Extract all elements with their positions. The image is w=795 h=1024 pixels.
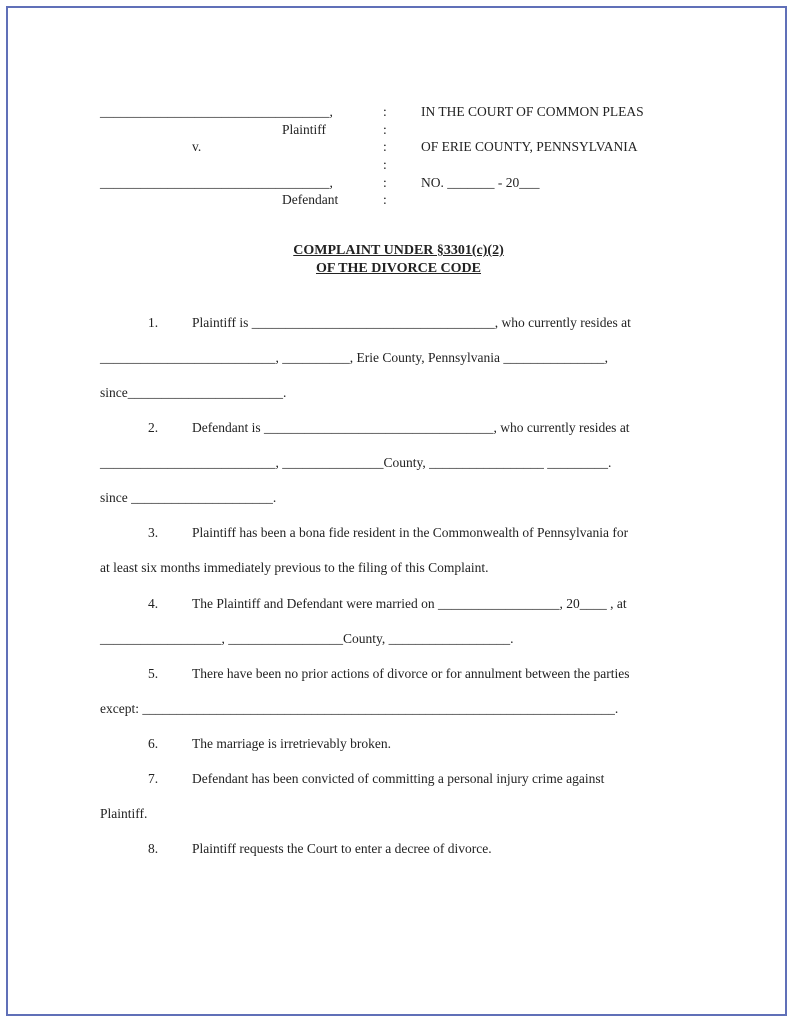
paragraph-text: Plaintiff has been a bona fide resident in the Commonwealth of Pennsylvania for xyxy=(192,525,629,540)
paragraph-number: 1. xyxy=(148,315,159,330)
paragraph-text: __________________________, __________, Erie County, Pennsylvania _______________, xyxy=(100,350,608,365)
paragraph-text: There have been no prior actions of divorce or for annulment between the parties xyxy=(192,666,630,681)
paragraph-text: Plaintiff. xyxy=(100,806,148,821)
paragraph-text: __________________, _________________County, __________________. xyxy=(100,631,514,646)
paragraph-number: 6. xyxy=(148,736,159,751)
paragraph-number: 2. xyxy=(148,420,159,435)
case-number: NO. _______ - 20___ xyxy=(421,175,540,190)
caption-colon: : xyxy=(383,175,387,190)
paragraph-text: Plaintiff is ____________________________________, who currently resides at xyxy=(192,315,631,330)
document-title-line2: OF THE DIVORCE CODE xyxy=(315,261,482,276)
paragraph-number: 7. xyxy=(148,771,159,786)
paragraph-number: 5. xyxy=(148,666,159,681)
paragraph-text: at least six months immediately previous to the filing of this Complaint. xyxy=(100,560,489,575)
paragraph-number: 8. xyxy=(148,841,159,856)
paragraph-text: __________________________, _______________County, _________________ _________. xyxy=(100,455,612,470)
caption-colon: : xyxy=(383,122,387,137)
court-name-line1: IN THE COURT OF COMMON PLEAS xyxy=(421,104,644,119)
paragraph-text: The Plaintiff and Defendant were married on __________________, 20____ , at xyxy=(192,596,627,611)
caption-colon: : xyxy=(383,139,387,154)
court-name-line2: OF ERIE COUNTY, PENNSYLVANIA xyxy=(421,139,638,154)
paragraph-text: Defendant has been convicted of committing a personal injury crime against xyxy=(192,771,605,786)
paragraph-number: 3. xyxy=(148,525,159,540)
defendant-name-line: __________________________________, xyxy=(100,175,333,190)
paragraph-number: 4. xyxy=(148,596,159,611)
caption-colon: : xyxy=(383,192,387,207)
plaintiff-label: Plaintiff xyxy=(282,122,327,137)
document-page xyxy=(6,6,787,1016)
document-title-line1: COMPLAINT UNDER §3301(c)(2) xyxy=(293,243,504,258)
paragraph-text: except: ______________________________________________________________________. xyxy=(100,701,619,716)
plaintiff-name-line: __________________________________, xyxy=(100,104,333,119)
paragraph-text: Plaintiff requests the Court to enter a decree of divorce. xyxy=(192,841,492,856)
paragraph-text: since_______________________. xyxy=(100,385,287,400)
paragraph-text: The marriage is irretrievably broken. xyxy=(192,736,392,751)
versus-label: v. xyxy=(192,139,202,154)
paragraph-text: Defendant is __________________________________, who currently resides at xyxy=(192,420,630,435)
caption-colon: : xyxy=(383,157,387,172)
paragraph-text: since _____________________. xyxy=(100,490,277,505)
caption-colon: : xyxy=(383,104,387,119)
defendant-label: Defendant xyxy=(282,192,339,207)
